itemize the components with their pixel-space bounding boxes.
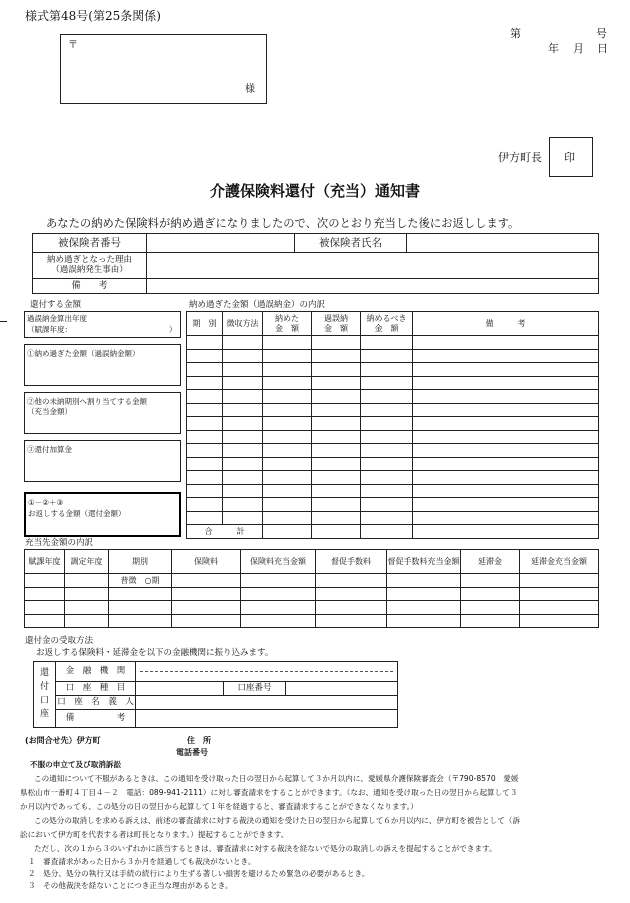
refund-interest-box [24,440,181,482]
intro-text: あなたの納めた保険料が納め過ぎになりましたので、次のとおり充当した後にお返しします。 [46,217,520,230]
col-overpaid: 過誤納 金 額 [312,312,361,336]
remarks-label: 備 考 [33,279,147,294]
breakdown-cell [361,457,413,471]
col-period: 期 別 [187,312,223,336]
appropriation-cell [520,601,599,615]
breakdown-cell [413,498,599,512]
breakdown-cell [361,417,413,431]
breakdown-cell [361,484,413,498]
breakdown-cell [223,471,263,485]
appropriation-cell [65,601,109,615]
breakdown-cell [361,336,413,350]
breakdown-cell [187,376,223,390]
breakdown-cell [413,376,599,390]
fiscal-year-box [24,311,181,338]
month-label: 月 [573,42,584,55]
breakdown-cell [263,417,312,431]
breakdown-cell [413,363,599,377]
contact-address-label: 住 所 [187,736,211,745]
breakdown-cell [223,403,263,417]
breakdown-cell [312,430,361,444]
appropriation-col-header: 調定年度 [65,550,109,574]
breakdown-cell [413,444,599,458]
appropriation-cell [387,574,461,588]
breakdown-cell [312,498,361,512]
breakdown-cell [361,390,413,404]
breakdown-cell [413,484,599,498]
breakdown-cell [361,363,413,377]
breakdown-cell [187,444,223,458]
breakdown-cell [223,484,263,498]
breakdown-cell [263,403,312,417]
breakdown-cell [361,403,413,417]
breakdown-cell [187,430,223,444]
insured-info-table [32,233,599,294]
overpaid-amount-box [24,344,181,386]
breakdown-cell [223,363,263,377]
number-prefix: 第 [510,27,521,40]
breakdown-cell [223,444,263,458]
breakdown-cell [187,390,223,404]
breakdown-cell [413,390,599,404]
year-label: 年 [548,42,559,55]
appropriation-row [25,601,599,615]
breakdown-row [187,376,599,390]
breakdown-cell [223,376,263,390]
col-paid: 納めた 金 額 [263,312,312,336]
appropriation-cell [241,587,316,601]
contact-phone-label: 電話番号 [176,748,208,757]
overpayment-breakdown-table [186,311,599,539]
breakdown-cell [263,498,312,512]
appropriation-cell [461,574,520,588]
appropriation-cell [520,614,599,628]
breakdown-cell [223,349,263,363]
appropriation-cell [109,601,172,615]
appeal-item: １ 審査請求があった日から３か月を経過しても裁決がないとき。 [28,857,256,866]
breakdown-cell [413,471,599,485]
appropriation-cell [25,601,65,615]
appropriation-col-header: 保険料 [172,550,241,574]
col-remarks: 備 考 [413,312,599,336]
refund-total-label: お返しする金額（還付金額） [28,509,126,518]
breakdown-row [187,471,599,485]
breakdown-row [187,457,599,471]
breakdown-cell [187,498,223,512]
appropriation-cell [65,574,109,588]
fiscal-year-open: （賦課年度： [27,325,72,334]
breakdown-cell [187,417,223,431]
appropriated-amount-label-1: ②他の未納期別へ割り当てする金額 [27,397,147,406]
breakdown-total-label: 合 計 [187,525,263,539]
breakdown-cell [263,511,312,525]
breakdown-cell [263,349,312,363]
refund-method-heading: 還付金の受取方法 [25,636,94,646]
refund-amount-heading: 還付する金額 [30,300,82,310]
breakdown-cell [312,336,361,350]
account-number-value [286,682,398,696]
refund-account-side-label: 還 付 口 座 [34,662,56,728]
breakdown-cell [361,376,413,390]
appropriation-cell [172,614,241,628]
appropriation-row [25,614,599,628]
appeal-para3: ただし、次の１から３のいずれかに該当するときは、審査請求に対する裁決を経ないで処分の取消しの訴えを提起することができます。 [34,844,497,853]
appeal-para1-line1: この通知について不服があるときは、この通知を受け取った日の翌日から起算して３か月以内に、愛媛県介護保険審査会（〒790-8570 愛媛 [34,774,519,783]
breakdown-total-cell [312,525,361,539]
insured-number-value [147,234,295,253]
appropriation-cell [316,587,387,601]
number-suffix: 号 [596,27,607,40]
breakdown-cell [361,430,413,444]
refund-total-box [24,492,181,537]
appropriation-cell [461,614,520,628]
breakdown-cell [263,484,312,498]
appropriation-cell [25,574,65,588]
breakdown-cell [263,471,312,485]
breakdown-cell [187,363,223,377]
breakdown-cell [312,417,361,431]
sama-label: 様 [245,84,255,95]
col-due: 納めるべき 金 額 [361,312,413,336]
appeal-para1-line2: 県松山市一番町４丁目４－２ 電話：089-941-2111）に対し審査請求をすることができます。（なお、通知を受け取った日の翌日から起算して３ [20,788,518,797]
seal-box [549,137,593,177]
account-type-value [136,682,224,696]
breakdown-cell [361,444,413,458]
breakdown-cell [413,417,599,431]
breakdown-total-cell [361,525,413,539]
breakdown-cell [223,336,263,350]
appropriation-cell [241,601,316,615]
appropriation-cell [387,601,461,615]
appeal-item: ３ その他裁決を経ないことにつき正当な理由があるとき。 [28,881,233,890]
breakdown-cell [361,349,413,363]
day-label: 日 [597,42,608,55]
breakdown-cell [361,498,413,512]
breakdown-cell [312,403,361,417]
breakdown-row [187,417,599,431]
breakdown-cell [223,457,263,471]
breakdown-cell [312,444,361,458]
fiscal-year-label: 過誤納金算出年度 [27,314,87,323]
mayor-label: 伊方町長 [498,151,542,164]
breakdown-cell [187,336,223,350]
appropriation-col-header: 保険料充当金額 [241,550,316,574]
account-type-label: 口 座 種 目 [56,682,136,696]
overpaid-amount-label: ①納め過ぎた金額（過誤納金額） [27,349,140,358]
breakdown-row [187,511,599,525]
reason-label: 納め過ぎとなった理由 （過誤納発生事由） [33,253,147,279]
appropriation-col-header: 延滞金充当金額 [520,550,599,574]
appropriation-cell [241,574,316,588]
breakdown-cell [263,363,312,377]
seal-mark: 印 [564,151,575,164]
breakdown-cell [223,498,263,512]
breakdown-cell [413,336,599,350]
breakdown-cell [263,390,312,404]
appropriated-amount-box [24,392,181,434]
breakdown-cell [413,511,599,525]
breakdown-cell [263,336,312,350]
breakdown-row [187,363,599,377]
appropriation-cell [520,574,599,588]
appropriation-cell [109,614,172,628]
appropriation-cell [172,574,241,588]
appropriation-cell [25,587,65,601]
breakdown-row [187,484,599,498]
insured-name-label: 被保険者氏名 [295,234,407,253]
appropriation-cell [172,601,241,615]
refund-total-formula: ①－②＋③ [28,498,64,507]
breakdown-cell [312,390,361,404]
breakdown-cell [361,471,413,485]
breakdown-cell [263,430,312,444]
appropriation-cell [109,587,172,601]
appeal-heading: 不服の申立て及び取消訴訟 [30,760,122,769]
account-holder-label: 口 座 名 義 人 [56,696,136,710]
breakdown-row [187,498,599,512]
breakdown-cell [187,511,223,525]
breakdown-cell [413,349,599,363]
breakdown-row [187,349,599,363]
appeal-para1-line3: か月以内であっても、この処分の日の翌日から起算して１年を経過すると、審査請求することができなくなります。） [20,802,418,811]
contact-label: (お問合せ先）伊方町 [25,736,101,745]
breakdown-row [187,403,599,417]
appropriation-cell [241,614,316,628]
insured-name-value [407,234,599,253]
remarks-value [147,279,599,294]
postal-mark: 〒 [68,40,78,51]
reason-value [147,253,599,279]
appropriation-cell [316,601,387,615]
appropriation-cell [387,587,461,601]
appropriation-cell [25,614,65,628]
breakdown-cell [223,390,263,404]
breakdown-cell [187,403,223,417]
insured-number-label: 被保険者番号 [33,234,147,253]
breakdown-cell [312,363,361,377]
account-number-label: 口座番号 [224,682,286,696]
account-remarks-value [136,710,398,728]
breakdown-cell [187,484,223,498]
col-method: 徴収方法 [223,312,263,336]
breakdown-total-cell [263,525,312,539]
appropriation-col-header: 延滞金 [461,550,520,574]
account-remarks-label: 備 考 [56,710,136,728]
breakdown-row [187,390,599,404]
form-number: 様式第48号(第25条関係) [25,9,161,23]
appropriated-amount-label-2: （充当金額） [27,407,72,416]
breakdown-cell [223,417,263,431]
appropriation-period-cell: 普徴 ○期 [109,574,172,588]
appropriation-col-header: 督促手数料 [316,550,387,574]
appropriation-cell [65,587,109,601]
breakdown-total-cell [413,525,599,539]
breakdown-cell [263,457,312,471]
breakdown-cell [361,511,413,525]
page-title: 介護保険料還付（充当）通知書 [209,182,420,200]
breakdown-cell [223,430,263,444]
breakdown-cell [312,511,361,525]
breakdown-cell [312,457,361,471]
refund-account-table [33,661,398,728]
refund-method-note: お返しする保険料・延滞金を以下の金融機関に振り込みます。 [36,648,274,658]
appropriation-col-header: 賦課年度 [25,550,65,574]
breakdown-cell [413,457,599,471]
breakdown-cell [263,444,312,458]
appropriation-cell [172,587,241,601]
appropriation-col-header: 期別 [109,550,172,574]
account-holder-value [136,696,398,710]
bank-value [136,662,398,682]
appropriation-row [25,574,599,588]
breakdown-total-row [187,525,599,539]
appropriation-breakdown-table [24,549,599,628]
breakdown-row [187,430,599,444]
appropriation-header-row [25,550,599,574]
appeal-notice [20,758,620,892]
breakdown-cell [312,349,361,363]
breakdown-cell [263,376,312,390]
breakdown-cell [223,511,263,525]
appropriation-row [25,587,599,601]
bank-label: 金 融 機 関 [56,662,136,682]
appropriation-cell [461,587,520,601]
appropriation-col-header: 督促手数料充当金額 [387,550,461,574]
breakdown-cell [413,430,599,444]
fold-mark [0,321,7,322]
appeal-item: ２ 処分、処分の執行又は手続の続行により生ずる著しい損害を避けるため緊急の必要があるとき。 [28,869,370,878]
appeal-para2-line2: 訟において伊方町を代表する者は町長となります。）提起することができます。 [20,830,289,839]
breakdown-heading: 納め過ぎた金額（過誤納金）の内訳 [189,300,326,310]
address-box [60,34,267,104]
appropriation-cell [65,614,109,628]
appropriation-cell [520,587,599,601]
breakdown-cell [187,471,223,485]
breakdown-cell [413,403,599,417]
appropriation-cell [387,614,461,628]
appropriation-cell [316,574,387,588]
breakdown-cell [312,471,361,485]
appropriation-heading: 充当先金額の内訳 [25,538,94,548]
breakdown-cell [187,457,223,471]
refund-interest-label: ③還付加算金 [27,445,72,454]
appropriation-cell [316,614,387,628]
fiscal-year-close: ） [169,325,177,334]
breakdown-cell [312,484,361,498]
breakdown-row [187,336,599,350]
breakdown-cell [312,376,361,390]
appropriation-cell [461,601,520,615]
appeal-para2-line1: この処分の取消しを求める訴えは、前述の審査請求に対する裁決の通知を受けた日の翌日から起算して６か月以内に、伊方町を被告として（訴 [34,816,520,825]
breakdown-row [187,444,599,458]
breakdown-cell [187,349,223,363]
